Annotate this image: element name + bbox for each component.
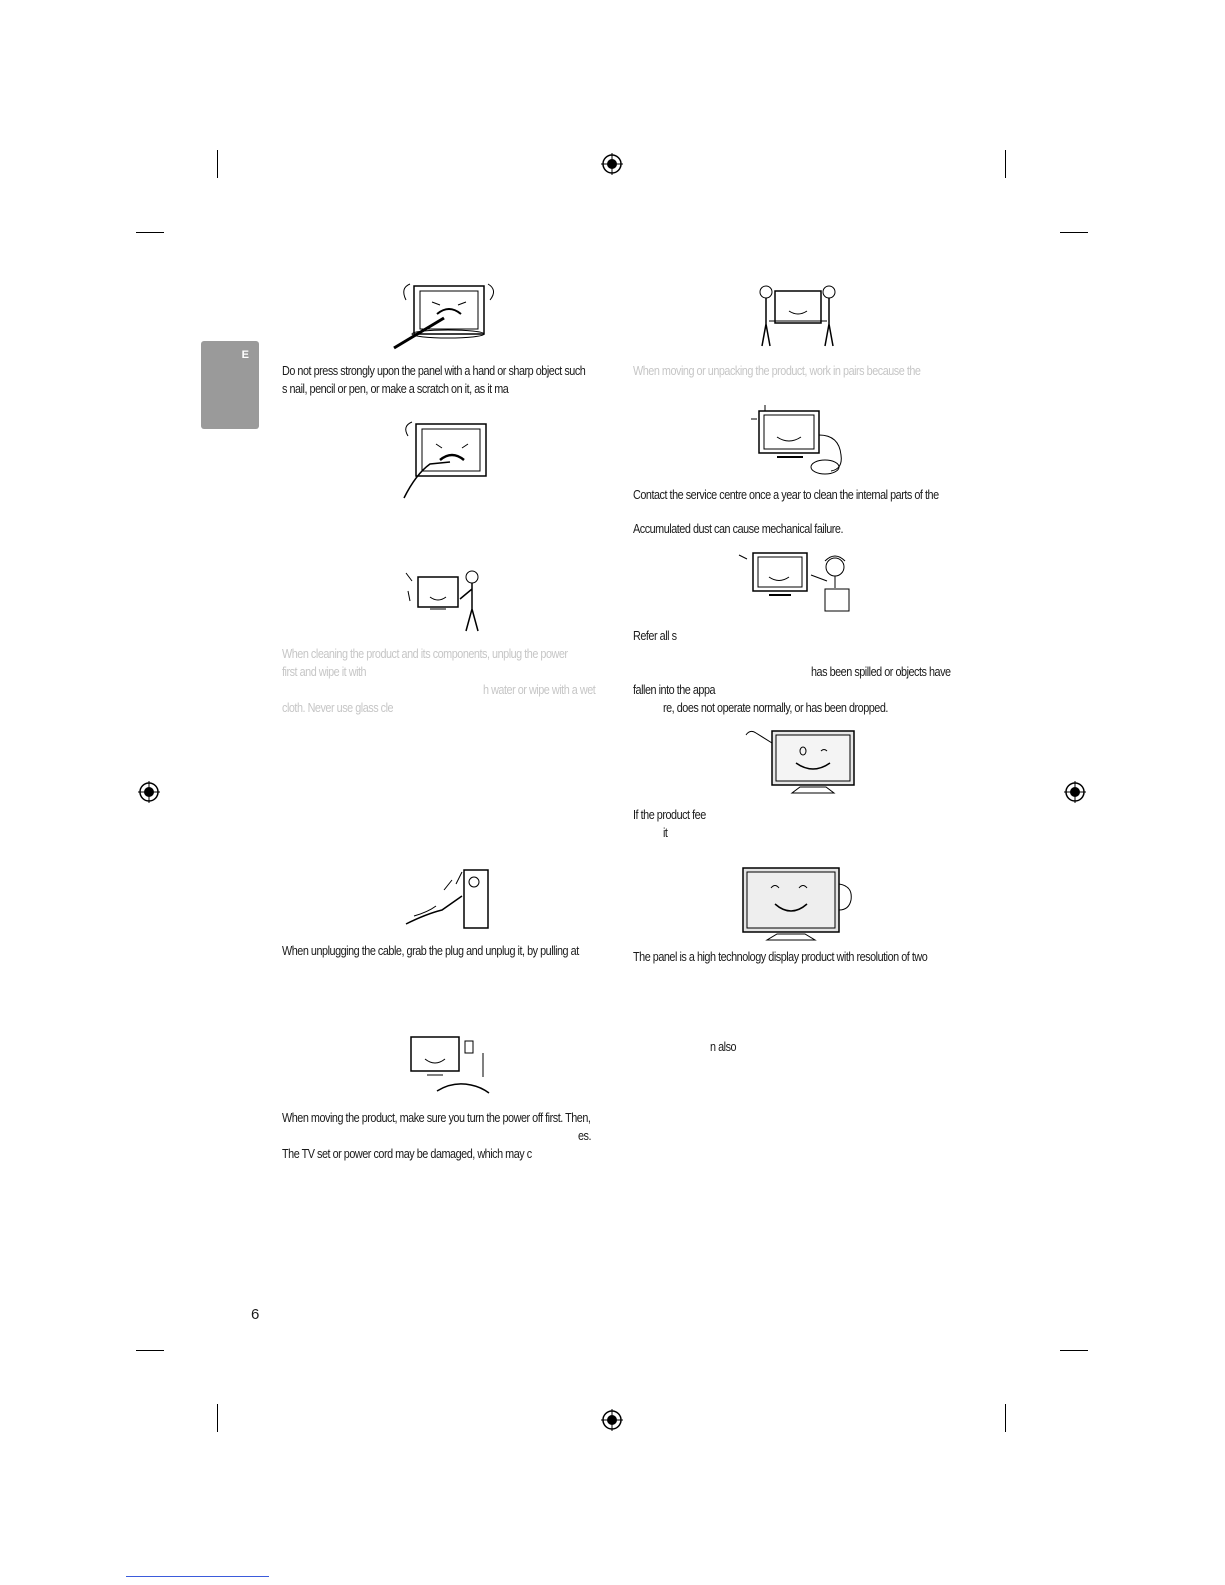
right-item3-line2: has been spilled or objects have [811, 665, 951, 679]
crop-mark-right-h-bottom [1060, 1350, 1088, 1351]
left-item5-line3: The TV set or power cord may be damaged, which may c [282, 1147, 532, 1161]
crop-mark-left-h-bottom [136, 1350, 164, 1351]
tv-cleaning-unplug-illustration [402, 569, 490, 635]
crop-mark-bottom-left-v [217, 1404, 218, 1432]
tv-waving-illustration [742, 727, 858, 797]
unplug-cable-illustration [404, 864, 494, 936]
left-item3-line3: h water or wipe with a wet [483, 683, 596, 697]
right-item3-line4: re, does not operate normally, or has been dropped. [663, 701, 888, 715]
right-item2-line1: Contact the service centre once a year to clean the internal parts of the [633, 488, 939, 502]
left-item3-line2: first and wipe it with [282, 665, 367, 679]
page-number: 6 [251, 1306, 260, 1323]
registration-target-icon [601, 1409, 623, 1431]
language-tab-letter: E [241, 349, 249, 361]
right-item1-line1: When moving or unpacking the product, work in pairs because the [633, 364, 921, 378]
bottom-link-underline[interactable] [126, 1576, 269, 1577]
tv-pen-scratch-illustration [392, 278, 506, 354]
right-item4-line2: it [663, 826, 668, 840]
crop-mark-top-right-v [1005, 150, 1006, 178]
left-item4-line1: When unplugging the cable, grab the plug and unplug it, by pulling at [282, 944, 579, 958]
left-item5-line2: es. [578, 1129, 592, 1143]
tv-vacuum-cleaning-illustration [745, 405, 855, 477]
crop-mark-bottom-right-v [1005, 1404, 1006, 1432]
right-item5-line1: The panel is a high technology display product with resolution of two [633, 950, 928, 964]
registration-target-icon [138, 781, 160, 803]
left-item5-line1: When moving the product, make sure you turn the power off first. Then, [282, 1111, 591, 1125]
right-item5-line2: n also [710, 1040, 737, 1054]
crop-mark-top-left-v [217, 150, 218, 178]
right-item4-line1: If the product fee [633, 808, 706, 822]
left-item3-line4: cloth. Never use glass cle [282, 701, 394, 715]
left-item3-line1: When cleaning the product and its components, unplug the power [282, 647, 568, 661]
crop-mark-left-h-top [136, 232, 164, 233]
left-item1-line1: Do not press strongly upon the panel with a hand or sharp object such [282, 364, 586, 378]
crop-mark-right-h-top [1060, 232, 1088, 233]
left-item1-line2: s nail, pencil or pen, or make a scratch on it, as it ma [282, 382, 509, 396]
right-item2-line2: Accumulated dust can cause mechanical failure. [633, 522, 844, 536]
registration-target-icon [1064, 781, 1086, 803]
service-technician-illustration [735, 549, 865, 621]
tv-finger-press-illustration [400, 418, 496, 500]
right-item3-line1: Refer all s [633, 629, 677, 643]
language-tab [201, 341, 259, 429]
registration-target-icon [601, 153, 623, 175]
tv-panel-smiling-illustration [741, 866, 861, 944]
right-item3-line3: fallen into the appa [633, 683, 716, 697]
two-people-carrying-tv-illustration [757, 283, 839, 349]
tv-cables-illustration [407, 1033, 497, 1095]
